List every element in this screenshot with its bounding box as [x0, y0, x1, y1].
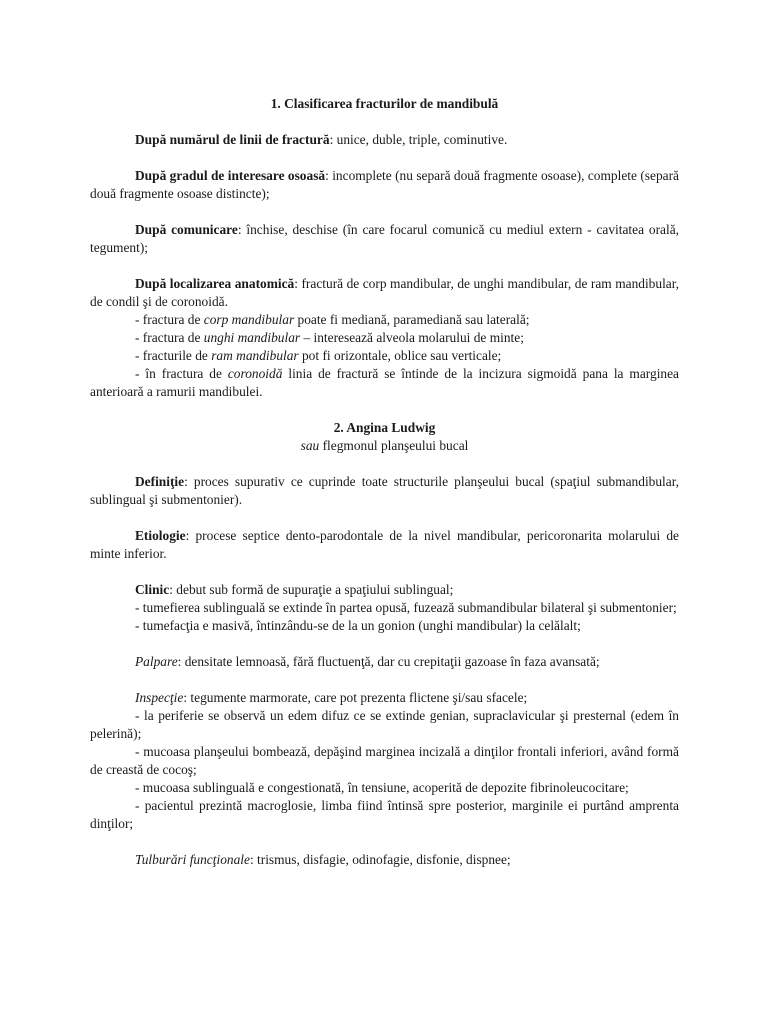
- label-grad: După gradul de interesare osoasă: [135, 168, 326, 183]
- label-etiologie: Etiologie: [135, 528, 186, 543]
- label-clinic: Clinic: [135, 582, 170, 597]
- list-item: - fracturile de ram mandibular pot fi orizontale, oblice sau verticale;: [135, 348, 502, 363]
- label-comunicare: După comunicare: [135, 222, 238, 237]
- paragraph-grad-interesare: După gradul de interesare osoasă: incomplete (nu separă două fragmente osoase), complete (separă două fragmente osoase distincte);: [90, 168, 679, 201]
- paragraph-clinic: Clinic: debut sub formă de supuraţie a spaţiului sublingual;: [135, 582, 454, 597]
- paragraph-palpare: Palpare: densitate lemnoasă, fără fluctuenţă, dar cu crepitaţii gazoase în faza avansată;: [135, 654, 600, 669]
- list-item: - în fractura de coronoidă linia de fractură se întinde de la incizura sigmoidă pana la marginea anterioară a ramurii mandibulei.: [90, 366, 679, 399]
- paragraph-definitie: Definiţie: proces supurativ ce cuprinde toate structurile planşeului bucal (spaţiul submandibular, sublingual şi submentonier).: [90, 474, 679, 507]
- paragraph-localizare: După localizarea anatomică: fractură de corp mandibular, de unghi mandibular, de ram mandibular, de condil şi de coronoidă.: [90, 276, 680, 309]
- label-localizare: După localizarea anatomică: [135, 276, 295, 291]
- list-item: - pacientul prezintă macroglosie, limba fiind întinsă spre posterior, marginile ei purtând amprenta dinţilor;: [90, 798, 679, 831]
- label-palpare: Palpare: [135, 654, 178, 669]
- label-definitie: Definiţie: [135, 474, 185, 489]
- list-item: - fractura de corp mandibular poate fi mediană, paramediană sau laterală;: [135, 312, 530, 327]
- label-inspectie: Inspecţie: [135, 690, 184, 705]
- paragraph-etiologie: Etiologie: procese septice dento-parodontale de la nivel mandibular, pericoronarita molarului de minte inferior.: [90, 528, 679, 561]
- section-2-subtitle: sau flegmonul planşeului bucal: [300, 438, 469, 453]
- list-item: - la periferie se observă un edem difuz ce se extinde genian, supraclavicular şi presternal (edem în pelerină);: [90, 708, 679, 741]
- paragraph-comunicare: După comunicare: închise, deschise (în care focarul comunică cu mediul extern - cavitatea orală, tegument);: [90, 222, 679, 255]
- list-item: - tumefierea sublinguală se extinde în partea opusă, fuzează submandibular bilateral şi submentonier;: [135, 600, 677, 615]
- section-1-title: 1. Clasificarea fracturilor de mandibulă: [270, 96, 499, 111]
- list-item: - fractura de unghi mandibular – interesează alveola molarului de minte;: [135, 330, 524, 345]
- list-item: - mucoasa sublinguală e congestionată, în tensiune, acoperită de depozite fibrinoleucocitare;: [135, 780, 629, 795]
- label-nr-linii: După numărul de linii de fractură: [135, 132, 330, 147]
- label-tulburari: Tulburări funcţionale: [135, 852, 250, 867]
- section-2-title: 2. Angina Ludwig: [333, 420, 436, 435]
- paragraph-tulburari: Tulburări funcţionale: trismus, disfagie, odinofagie, disfonie, dispnee;: [135, 852, 511, 867]
- list-item: - mucoasa planşeului bombează, depăşind marginea incizală a dinţilor frontali inferiori, având formă de creastă de cocoş;: [90, 744, 679, 777]
- paragraph-nr-linii: După numărul de linii de fractură: unice, duble, triple, cominutive.: [135, 132, 508, 147]
- list-item: - tumefacţia e masivă, întinzându-se de la un gonion (unghi mandibular) la celălalt;: [135, 618, 581, 633]
- paragraph-inspectie: Inspecţie: tegumente marmorate, care pot prezenta flictene şi/sau sfacele;: [135, 690, 528, 705]
